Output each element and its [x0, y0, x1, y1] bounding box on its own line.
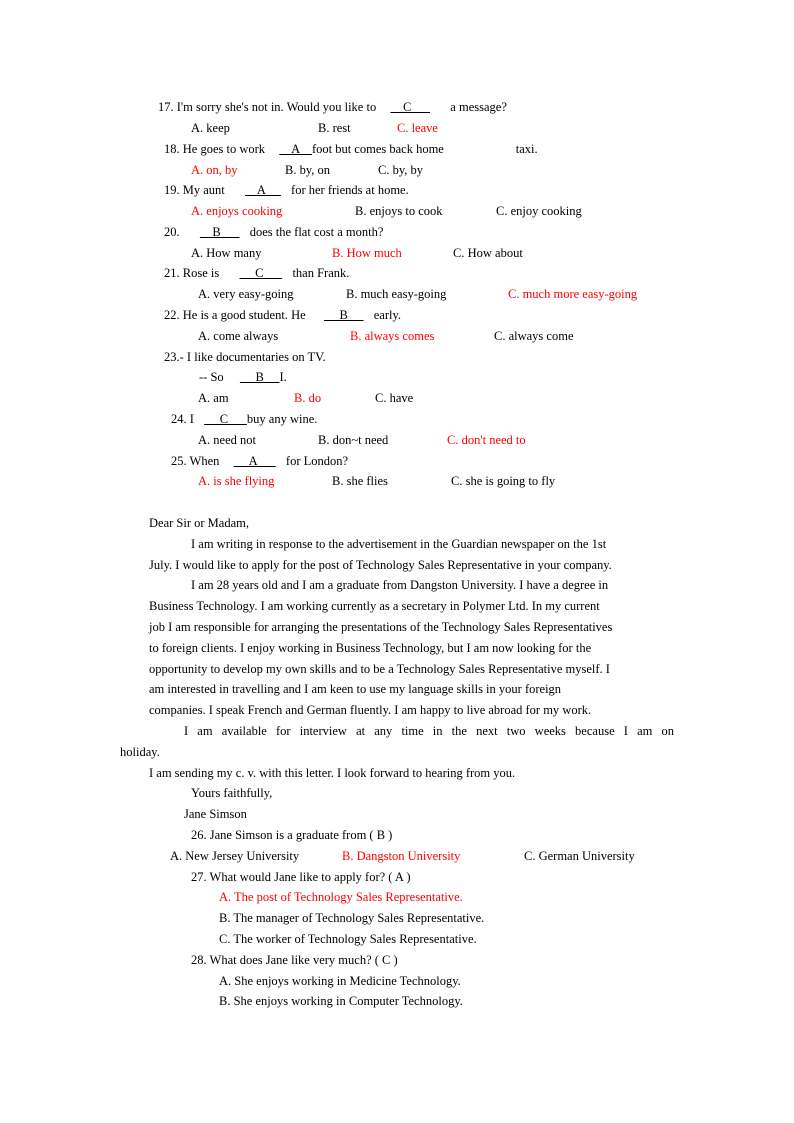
letter-line: companies. I speak French and German fluently. I am happy to live abroad for my work. — [149, 703, 592, 717]
answer-blank: B — [199, 225, 240, 239]
letter-line: I am sending my c. v. with this letter. I look forward to hearing from you. — [149, 766, 516, 780]
option-17c-correct: C. leave — [397, 121, 438, 135]
option-25c: C. she is going to fly — [451, 474, 556, 488]
option-24c-correct: C. don't need to — [447, 433, 526, 447]
option-27c: C. The worker of Technology Sales Representative. — [219, 932, 477, 946]
question-23: 23.- I like documentaries on TV. — [164, 350, 326, 364]
option-17b: B. rest — [318, 121, 351, 135]
question-20: 20. B does the flat cost a month? — [164, 225, 384, 239]
letter-line: I am available for interview at any time in the next two weeks because I am on — [184, 724, 674, 738]
option-17a: A. keep — [191, 121, 230, 135]
option-26c: C. German University — [524, 849, 635, 863]
answer-blank: C — [390, 100, 431, 114]
option-26a: A. New Jersey University — [170, 849, 300, 863]
option-21a: A. very easy-going — [198, 287, 294, 301]
option-19b: B. enjoys to cook — [355, 204, 443, 218]
option-24a: A. need not — [198, 433, 256, 447]
question-18: 18. He goes to work A foot but comes back home taxi. — [164, 142, 538, 156]
question-21: 21. Rose is C than Frank. — [164, 266, 350, 280]
letter-closing: Yours faithfully, — [191, 786, 273, 800]
letter-line: holiday. — [120, 745, 160, 759]
option-27a-correct: A. The post of Technology Sales Representative. — [219, 890, 463, 904]
question-24: 24. I C buy any wine. — [171, 412, 318, 426]
option-25a-correct: A. is she flying — [198, 474, 275, 488]
answer-blank: C — [239, 266, 283, 280]
option-28a: A. She enjoys working in Medicine Technology. — [219, 974, 461, 988]
option-23c: C. have — [375, 391, 414, 405]
answer-blank: A — [233, 454, 276, 468]
answer-blank: B — [239, 370, 280, 384]
option-19c: C. enjoy cooking — [496, 204, 582, 218]
option-24b: B. don~t need — [318, 433, 389, 447]
letter-line: Business Technology. I am working currently as a secretary in Polymer Ltd. In my current — [149, 599, 600, 613]
option-20c: C. How about — [453, 246, 523, 260]
option-27b: B. The manager of Technology Sales Representative. — [219, 911, 485, 925]
option-18c: C. by, by — [378, 163, 424, 177]
answer-blank: B — [323, 308, 364, 322]
option-22a: A. come always — [198, 329, 279, 343]
letter-line: I am 28 years old and I am a graduate from Dangston University. I have a degree in — [191, 578, 609, 592]
option-18b: B. by, on — [285, 163, 331, 177]
question-26: 26. Jane Simson is a graduate from ( B ) — [191, 828, 393, 842]
option-19a-correct: A. enjoys cooking — [191, 204, 283, 218]
question-17: 17. I'm sorry she's not in. Would you like to C a message? — [158, 100, 507, 114]
question-25: 25. When A for London? — [171, 454, 349, 468]
option-18a-correct: A. on, by — [191, 163, 238, 177]
option-28b: B. She enjoys working in Computer Technology. — [219, 994, 463, 1008]
answer-blank: A — [245, 183, 281, 197]
option-20a: A. How many — [191, 246, 262, 260]
option-21c-correct: C. much more easy-going — [508, 287, 638, 301]
question-28: 28. What does Jane like very much? ( C ) — [191, 953, 398, 967]
letter-line: July. I would like to apply for the post of Technology Sales Representative in your company. — [149, 558, 612, 572]
question-19: 19. My aunt A for her friends at home. — [164, 183, 409, 197]
option-22b-correct: B. always comes — [350, 329, 435, 343]
letter-line: am interested in travelling and I am keen to use my language skills in your foreign — [149, 682, 562, 696]
letter-line: to foreign clients. I enjoy working in Business Technology, but I am now looking for the — [149, 641, 592, 655]
letter-salutation: Dear Sir or Madam, — [149, 516, 249, 530]
option-23b-correct: B. do — [294, 391, 322, 405]
option-26b-correct: B. Dangston University — [342, 849, 461, 863]
question-23-reply: -- So B I. — [199, 370, 287, 384]
letter-signature: Jane Simson — [184, 807, 247, 821]
letter-line: I am writing in response to the advertisement in the Guardian newspaper on the 1st — [191, 537, 607, 551]
letter-line: opportunity to develop my own skills and to be a Technology Sales Representative myself. I — [149, 662, 610, 676]
option-23a: A. am — [198, 391, 229, 405]
option-22c: C. always come — [494, 329, 574, 343]
question-27: 27. What would Jane like to apply for? ( A ) — [191, 870, 411, 884]
option-25b: B. she flies — [332, 474, 388, 488]
answer-blank: C — [204, 412, 247, 426]
option-20b-correct: B. How much — [332, 246, 402, 260]
option-21b: B. much easy-going — [346, 287, 447, 301]
letter-line: job I am responsible for arranging the presentations of the Technology Sales Representatives — [149, 620, 613, 634]
question-22: 22. He is a good student. He B early. — [164, 308, 402, 322]
answer-blank: A — [279, 142, 312, 156]
